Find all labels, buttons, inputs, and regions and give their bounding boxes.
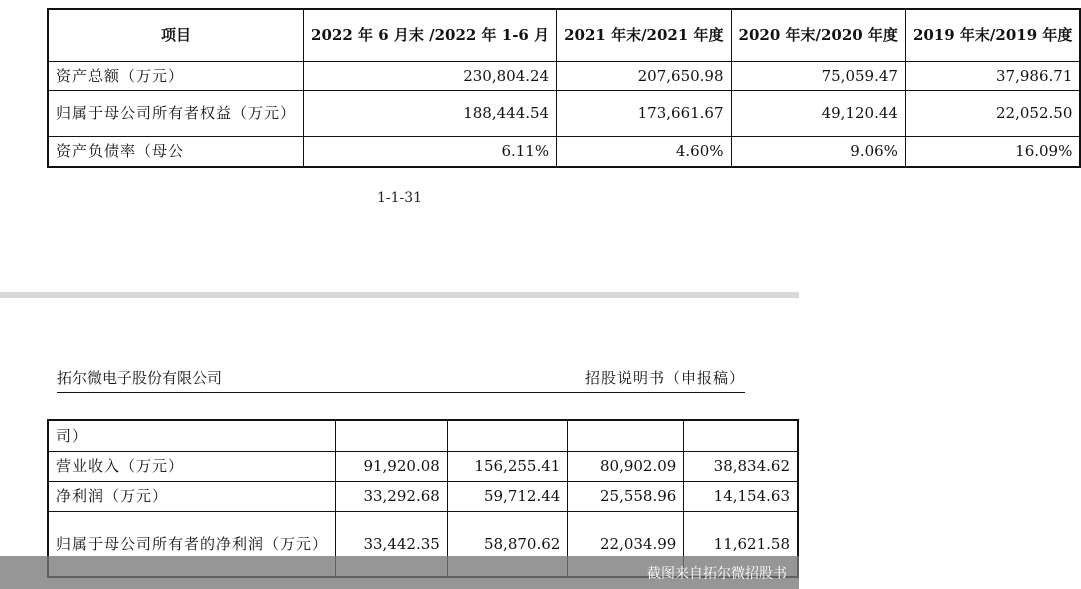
cell-value: 156,255.41: [447, 451, 568, 481]
cell-value: [568, 420, 684, 451]
cell-value: 33,442.35: [336, 511, 448, 577]
cell-value: 207,650.98: [557, 61, 731, 90]
cell-value: 6.11%: [304, 136, 557, 167]
table-row: [48, 136, 1080, 167]
table-row: [48, 90, 1080, 136]
table-row: [48, 481, 798, 511]
row-label: 归属于母公司所有者的净利润（万元）: [48, 511, 336, 577]
cell-value: 37,986.71: [905, 61, 1080, 90]
cell-value: 33,292.68: [336, 481, 448, 511]
cell-value: 80,902.09: [568, 451, 684, 481]
company-name: 拓尔微电子股份有限公司: [57, 369, 223, 387]
page-bottom: [0, 298, 799, 589]
watermark-text: 截图来自拓尔微招股书: [647, 566, 787, 582]
watermark-bar: [0, 556, 799, 589]
header-2021: 2021 年末/2021 年度: [557, 9, 731, 61]
cell-value: 59,712.44: [447, 481, 568, 511]
document-type: 招股说明书（申报稿）: [584, 369, 745, 387]
cell-value: [447, 420, 568, 451]
cell-value: 22,034.99: [568, 511, 684, 577]
cell-value: 25,558.96: [568, 481, 684, 511]
cell-value: 230,804.24: [304, 61, 557, 90]
cell-value: 22,052.50: [905, 90, 1080, 136]
cell-value: 188,444.54: [304, 90, 557, 136]
table-header-row: [48, 9, 1080, 61]
row-label: 资产总额（万元）: [48, 61, 304, 90]
cell-value: 49,120.44: [731, 90, 905, 136]
financial-table-bottom: [47, 419, 799, 578]
cell-value: 38,834.62: [684, 451, 798, 481]
header-2020: 2020 年末/2020 年度: [731, 9, 905, 61]
cell-value: 16.09%: [905, 136, 1080, 167]
cell-value: 11,621.58: [684, 511, 798, 577]
cell-value: 4.60%: [557, 136, 731, 167]
page-top: [0, 0, 1073, 292]
table-row: [48, 61, 1080, 90]
header-2019: 2019 年末/2019 年度: [905, 9, 1080, 61]
cell-value: 58,870.62: [447, 511, 568, 577]
table-row: [48, 420, 798, 451]
header-2022h1: 2022 年 6 月末 /2022 年 1-6 月: [304, 9, 557, 61]
cell-value: [684, 420, 798, 451]
cell-value: 14,154.63: [684, 481, 798, 511]
table-row: [48, 451, 798, 481]
row-label: 司）: [48, 420, 336, 451]
document-header: [57, 368, 745, 393]
cell-value: 173,661.67: [557, 90, 731, 136]
row-label: 归属于母公司所有者权益（万元）: [48, 90, 304, 136]
row-label: 营业收入（万元）: [48, 451, 336, 481]
page-number: 1-1-31: [376, 190, 423, 206]
cell-value: 91,920.08: [336, 451, 448, 481]
cell-value: 9.06%: [731, 136, 905, 167]
financial-table-top: [47, 8, 1081, 168]
cell-value: 75,059.47: [731, 61, 905, 90]
row-label: 净利润（万元）: [48, 481, 336, 511]
cell-value: [336, 420, 448, 451]
header-item: 项目: [48, 9, 304, 61]
row-label: 资产负债率（母公: [48, 136, 304, 167]
